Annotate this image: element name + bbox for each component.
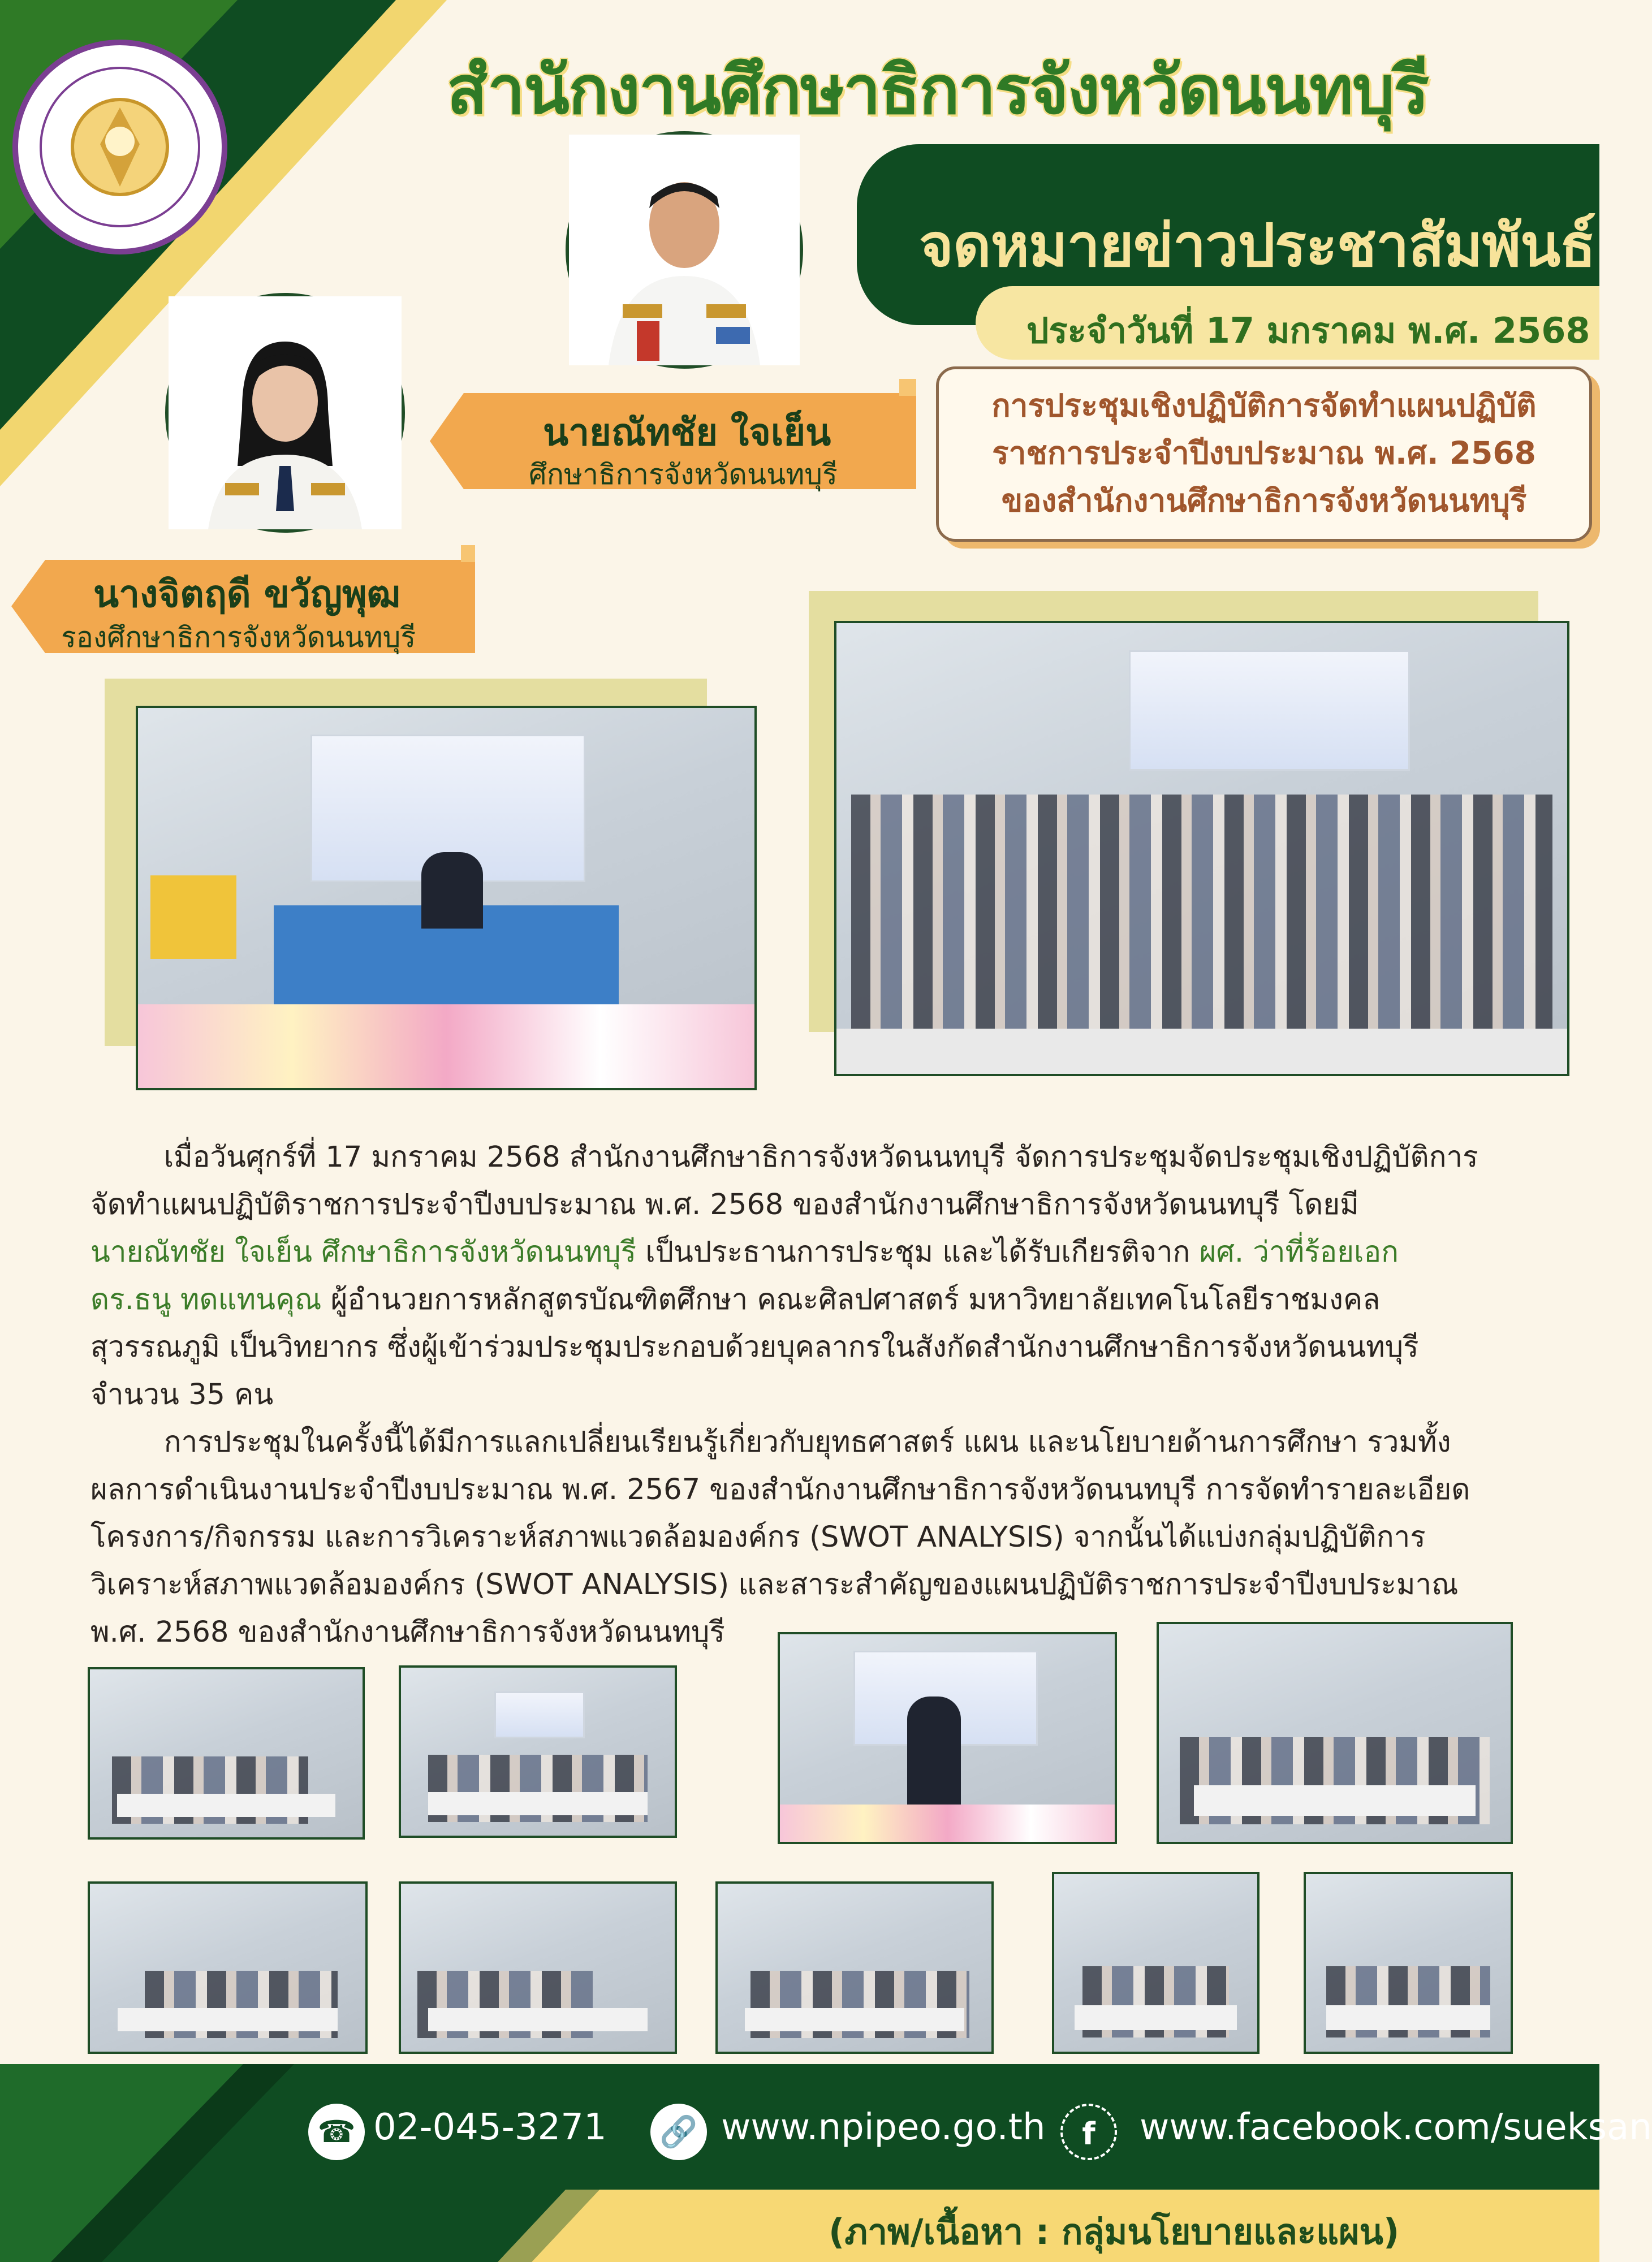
newsletter-title: จดหมายข่าวประชาสัมพันธ์ <box>919 211 1595 280</box>
date-pill <box>976 286 1599 360</box>
photo-workshop-4 <box>88 1881 368 2054</box>
credit-bar <box>704 2190 1599 2262</box>
office-title: สำนักงานศึกษาธิการจังหวัดนนทบุรี <box>447 51 1429 129</box>
portrait-director <box>566 131 803 369</box>
body-p2-line-2: ผลการดำเนินงานประจำปีงบประมาณ พ.ศ. 2567 ของสำนักงานศึกษาธิการจังหวัดนนทบุรี การจัดทำรายละเอียด <box>90 1473 1470 1506</box>
body-p2-line-3: โครงการ/กิจกรรม และการวิเคราะห์สภาพแวดล้อมองค์กร (SWOT ANALYSIS) จากนั้นได้แบ่งกลุ่มปฏิบัติการ <box>90 1521 1426 1554</box>
body-p1-line-2: จัดทำแผนปฏิบัติราชการประจำปีงบประมาณ พ.ศ. 2568 ของสำนักงานศึกษาธิการจังหวัดนนทบุรี โดยมี <box>90 1188 1359 1221</box>
photo-workshop-8 <box>1304 1872 1513 2054</box>
footer-decoration <box>0 2064 351 2262</box>
portrait-deputy <box>165 293 405 533</box>
photo-workshop-1 <box>88 1667 365 1840</box>
phone-icon: ☎ <box>308 2104 365 2160</box>
credit-text: (ภาพ/เนื้อหา : กลุ่มนโยบายและแผน) <box>829 2211 1400 2252</box>
body-p1-line-3 <box>90 1229 1538 1276</box>
topic-line-3: ของสำนักงานศึกษาธิการจังหวัดนนทบุรี <box>1001 482 1527 519</box>
photo-workshop-2 <box>399 1665 677 1838</box>
highlight-speaker-name: ดร.ธนู ทดแทนคุณ <box>90 1283 322 1316</box>
photo-workshop-3 <box>1157 1622 1513 1844</box>
photo-workshop-5 <box>399 1881 677 2054</box>
position-deputy: รองศึกษาธิการจังหวัดนนทบุรี <box>61 621 416 654</box>
body-p2-line-1: การประชุมในครั้งนี้ได้มีการแลกเปลี่ยนเรียนรู้เกี่ยวกับยุทธศาสตร์ แผน และนโยบายด้านการศึกษา รวมทั้ง <box>90 1426 1451 1459</box>
body-paragraph-1 <box>90 1134 1538 1419</box>
photo-speaker-presenting <box>778 1632 1117 1844</box>
highlight-chairman: นายณัทชัย ใจเย็น ศึกษาธิการจังหวัดนนทบุรี <box>90 1236 637 1269</box>
body-p1-line-4 <box>90 1276 1538 1324</box>
body-p1-line-3-text: เป็นประธานการประชุม และได้รับเกียรติจาก <box>645 1236 1191 1269</box>
position-director: ศึกษาธิการจังหวัดนนทบุรี <box>529 458 838 491</box>
link-icon: 🔗 <box>650 2104 707 2160</box>
footer-website[interactable]: www.npipeo.go.th <box>721 2106 1046 2148</box>
footer-phone[interactable]: 02-045-3271 <box>373 2106 607 2148</box>
body-p1-line-5: สุวรรณภูมิ เป็นวิทยากร ซึ่งผู้เข้าร่วมประชุมประกอบด้วยบุคลากรในสังกัดสำนักงานศึกษาธิการจังหวัดนนทบุรี <box>90 1331 1419 1364</box>
photo-workshop-6 <box>715 1881 994 2054</box>
topic-line-1: การประชุมเชิงปฏิบัติการจัดทำแผนปฏิบัติ <box>991 387 1537 424</box>
footer-facebook[interactable]: www.facebook.com/sueksan <box>1140 2106 1652 2148</box>
topic-line-2: ราชการประจำปีงบประมาณ พ.ศ. 2568 <box>992 435 1536 471</box>
credit-decoration <box>532 2190 713 2262</box>
body-paragraph-2 <box>90 1419 1538 1656</box>
office-logo <box>12 40 227 254</box>
highlight-speaker-title: ผศ. ว่าที่ร้อยเอก <box>1199 1236 1399 1269</box>
photo-chairman-presiding <box>136 706 757 1090</box>
photo-workshop-7 <box>1052 1872 1260 2054</box>
name-deputy: นางจิตฤดี ขวัญพุฒ <box>93 572 401 616</box>
newsletter-date: ประจำวันที่ 17 มกราคม พ.ศ. 2568 <box>1026 310 1590 351</box>
topic-box <box>936 366 1592 542</box>
name-director: นายณัทชัย ใจเย็น <box>543 411 831 454</box>
body-p1-line-6: จำนวน 35 คน <box>90 1378 274 1411</box>
body-p2-line-4: วิเคราะห์สภาพแวดล้อมองค์กร (SWOT ANALYSIS) และสาระสำคัญของแผนปฏิบัติราชการประจำปีงบประมาณ <box>90 1568 1459 1601</box>
facebook-icon: f <box>1060 2104 1117 2160</box>
body-p1-line-4-text: ผู้อำนวยการหลักสูตรบัณฑิตศึกษา คณะศิลปศาสตร์ มหาวิทยาลัยเทคโนโลยีราชมงคล <box>330 1283 1381 1316</box>
body-p1-line-1: เมื่อวันศุกร์ที่ 17 มกราคม 2568 สำนักงานศึกษาธิการจังหวัดนนทบุรี จัดการประชุมจัดประชุมเชิงปฏิบัติการ <box>90 1141 1478 1174</box>
photo-group <box>834 621 1569 1076</box>
body-p2-line-5: พ.ศ. 2568 ของสำนักงานศึกษาธิการจังหวัดนนทบุรี <box>90 1616 725 1649</box>
